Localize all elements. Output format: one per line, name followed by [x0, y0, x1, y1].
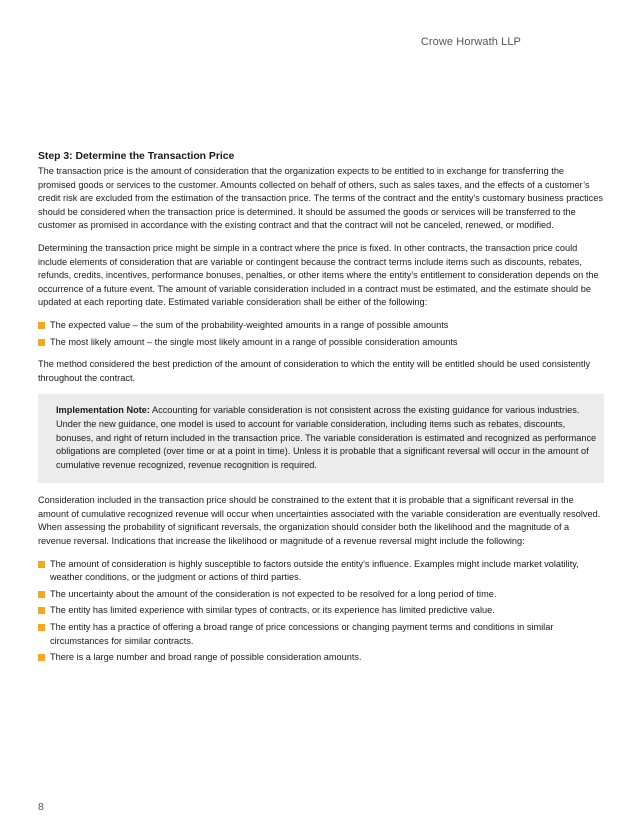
list-item — [38, 604, 604, 618]
list-item — [38, 651, 604, 665]
list-item-text: There is a large number and broad range of possible consideration amounts. — [50, 652, 362, 663]
paragraph-variable-consideration: Determining the transaction price might be simple in a contract where the price is fixed. In other contracts, the transaction price could include elements of consideration that are variable or contingent because the contract terms include items such as discounts, rebates, refunds, credits, incentives, performance bonuses, penalties, or other items where the entity’s entitlement to consideration depends on the occurrence of a future event. The amount of variable consideration included in a contract must be estimated, and the estimate should be updated at each reporting date. Estimated variable consideration shall be either of the following: — [38, 242, 599, 308]
paragraph-constraint: Consideration included in the transaction price should be constrained to the extent that it is probable that a significant reversal in the amount of cumulative recognized revenue will occur when uncertainties associated with the variable consideration are eventually resolved. When assessing the probability of significant reversals, the organization should consider both the likelihood and the magnitude of a revenue reversal. Indications that increase the likelihood or magnitude of a revenue reversal might include the following: — [38, 495, 601, 547]
list-item — [38, 336, 604, 350]
list-item-text: The most likely amount – the single most likely amount in a range of possible consideration amounts — [50, 336, 458, 347]
paragraph-intro: The transaction price is the amount of consideration that the organization expects to be entitled to in exchange for transferring the promised goods or services to the customer. Amounts collected on behalf of others, such as sales taxes, and the effects of a customer’s credit risk are excluded from the estimation of the transaction price. The terms of the contract and the entity’s customary business practices should be considered when the transaction price is determined. It should be assumed the goods or services will be transferred to the customer as promised in accordance with the existing contract and that the contract will not be canceled, renewed, or modified. — [38, 166, 603, 231]
page-number: 8 — [38, 801, 44, 813]
list-item — [38, 621, 604, 648]
note-text: Accounting for variable consideration is not consistent across the existing guidance for various industries. Under the new guidance, one model is used to account for variable consideration, including items such as rebates, discounts, bonuses, and right of return included in the transaction price. The variable consideration is estimated and recognized as performance obligations are completed (over time or at a point in time). Unless it is probable that a significant reversal will occur in the amount of cumulative revenue recognized, revenue recognition is required. — [56, 405, 597, 470]
bullet-square-icon — [38, 654, 45, 661]
bullet-square-icon — [38, 591, 45, 598]
main-content — [38, 150, 604, 674]
paragraph-method: The method considered the best prediction of the amount of consideration to which the entity will be entitled should be used consistently throughout the contract. — [38, 359, 591, 383]
list-item-text: The entity has a practice of offering a broad range of price concessions or changing payment terms and conditions in similar circumstances for similar contracts. — [50, 622, 554, 646]
bullet-square-icon — [38, 561, 45, 568]
section-title: Step 3: Determine the Transaction Price — [38, 151, 235, 162]
estimate-methods-list — [38, 319, 604, 349]
implementation-note — [38, 394, 604, 483]
list-item-text: The uncertainty about the amount of the consideration is not expected to be resolved for a long period of time. — [50, 588, 497, 599]
bullet-square-icon — [38, 322, 45, 329]
reversal-indicators-list — [38, 558, 604, 665]
list-item-text: The entity has limited experience with similar types of contracts, or its experience has limited predictive value. — [50, 605, 495, 616]
list-item — [38, 319, 604, 333]
note-label: Implementation Note: — [56, 405, 150, 416]
bullet-square-icon — [38, 624, 45, 631]
bullet-square-icon — [38, 607, 45, 614]
header-firm-name: Crowe Horwath LLP — [420, 36, 521, 48]
list-item-text: The expected value – the sum of the probability-weighted amounts in a range of possible amounts — [50, 319, 449, 330]
list-item-text: The amount of consideration is highly susceptible to factors outside the entity’s influence. Examples might include market volatility, weather conditions, or the judgment or actions of third parties. — [50, 558, 579, 583]
list-item — [38, 588, 604, 602]
bullet-square-icon — [38, 339, 45, 346]
list-item — [38, 558, 604, 585]
